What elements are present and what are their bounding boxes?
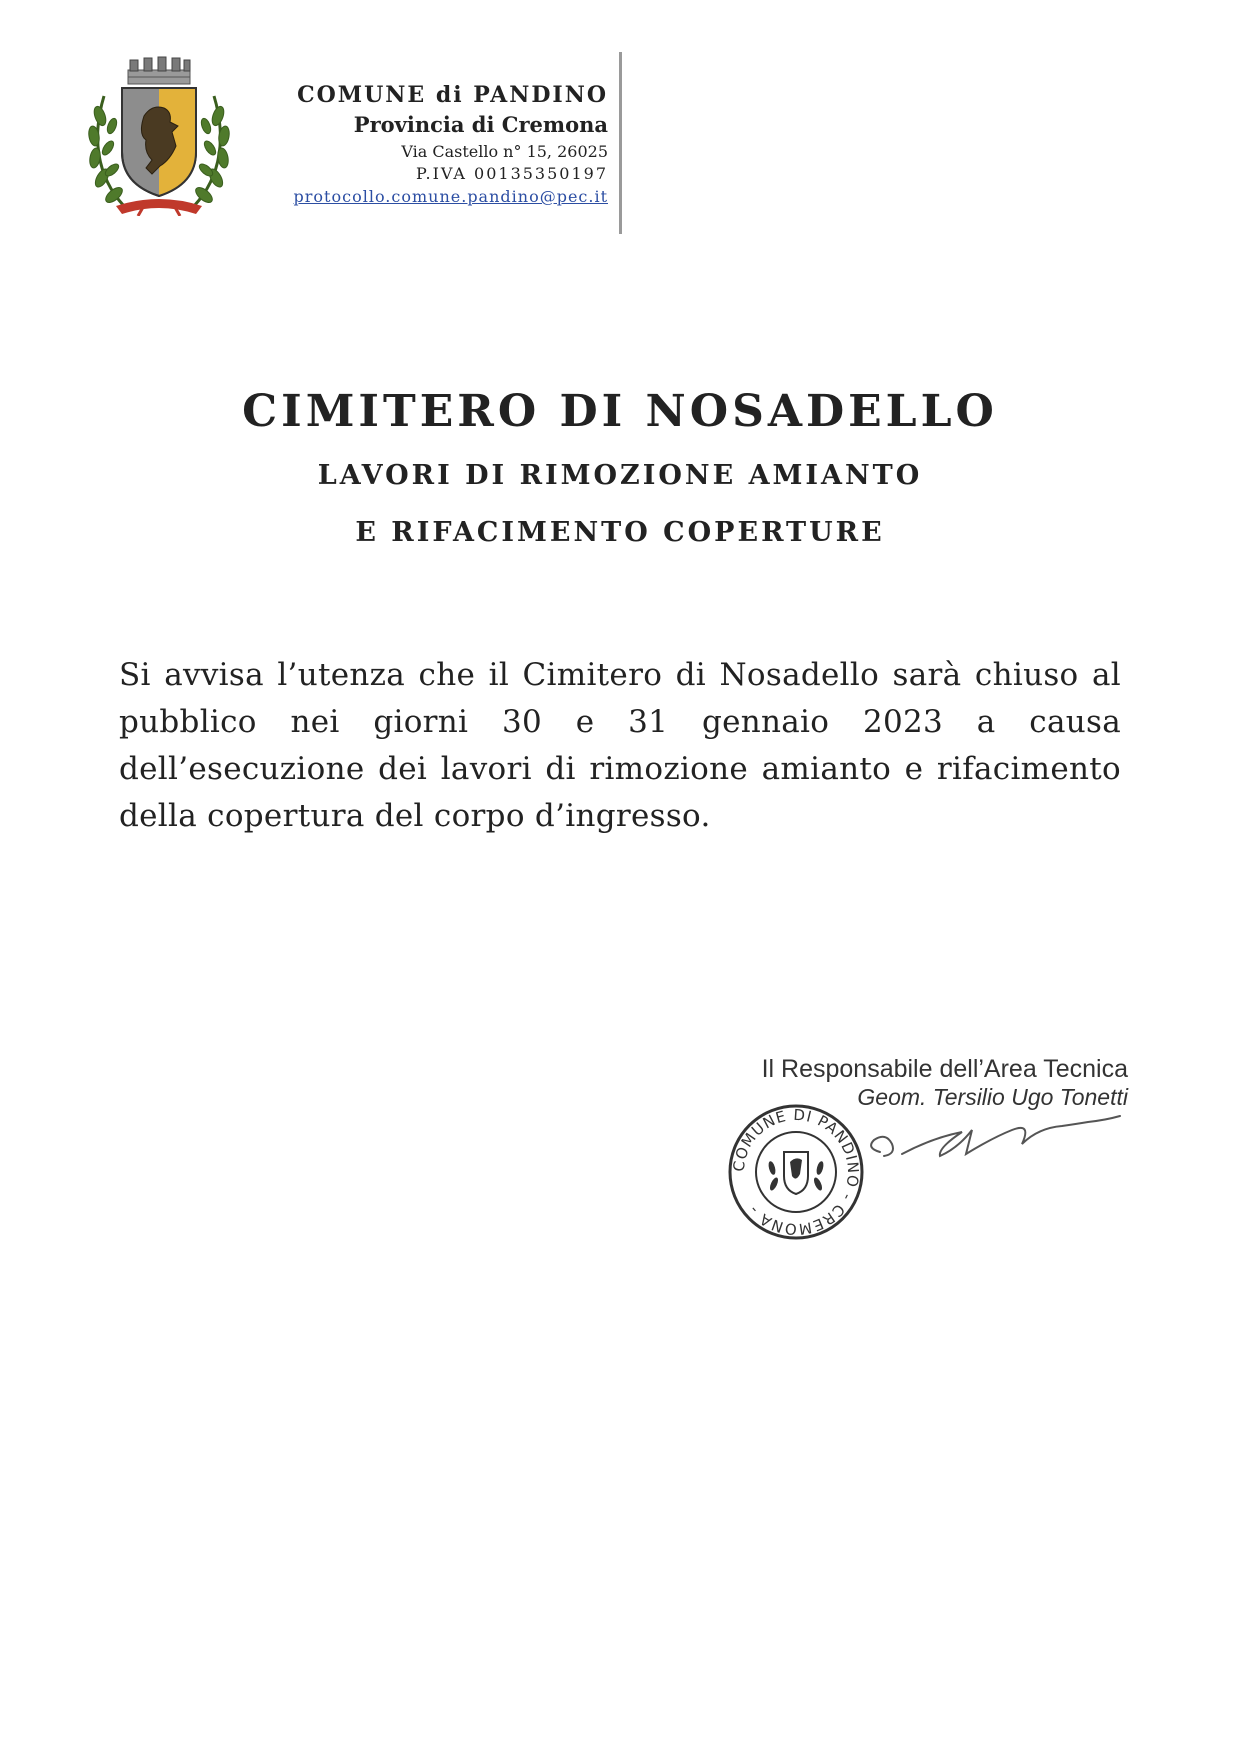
municipal-coat-of-arms-icon xyxy=(86,56,232,216)
address: Via Castello n° 15, 26025 xyxy=(401,142,608,161)
province-name: Provincia di Cremona xyxy=(353,112,608,137)
subtitle-line-2: E RIFACIMENTO COPERTURE xyxy=(355,517,885,548)
handwritten-signature-icon xyxy=(862,1108,1132,1168)
municipality-name: COMUNE di PANDINO xyxy=(297,82,608,108)
official-stamp-icon xyxy=(726,1102,866,1242)
letterhead xyxy=(294,84,608,205)
stamp-text: COMUNE DI PANDINO - CREMONA - xyxy=(729,1105,863,1239)
page-title: CIMITERO DI NOSADELLO xyxy=(242,386,998,437)
pec-email-link[interactable]: protocollo.comune.pandino@pec.it xyxy=(293,187,608,206)
subtitle-line-1: LAVORI DI RIMOZIONE AMIANTO xyxy=(317,460,923,491)
signer-role: Il Responsabile dell’Area Tecnica xyxy=(761,1055,1128,1083)
letterhead-divider xyxy=(619,52,622,234)
signer-name: Geom. Tersilio Ugo Tonetti xyxy=(857,1083,1128,1110)
notice-titles xyxy=(0,386,1240,576)
vat-number: P.IVA 00135350197 xyxy=(415,164,608,183)
notice-body: Si avvisa l’utenza che il Cimitero di Nosadello sarà chiuso al pubblico nei giorni 30 e 31 gennaio 2023 a causa dell’esecuzione dei lavori di rimozione amianto e rifacimento della copertura del corpo d’ingresso. xyxy=(119,657,1121,834)
